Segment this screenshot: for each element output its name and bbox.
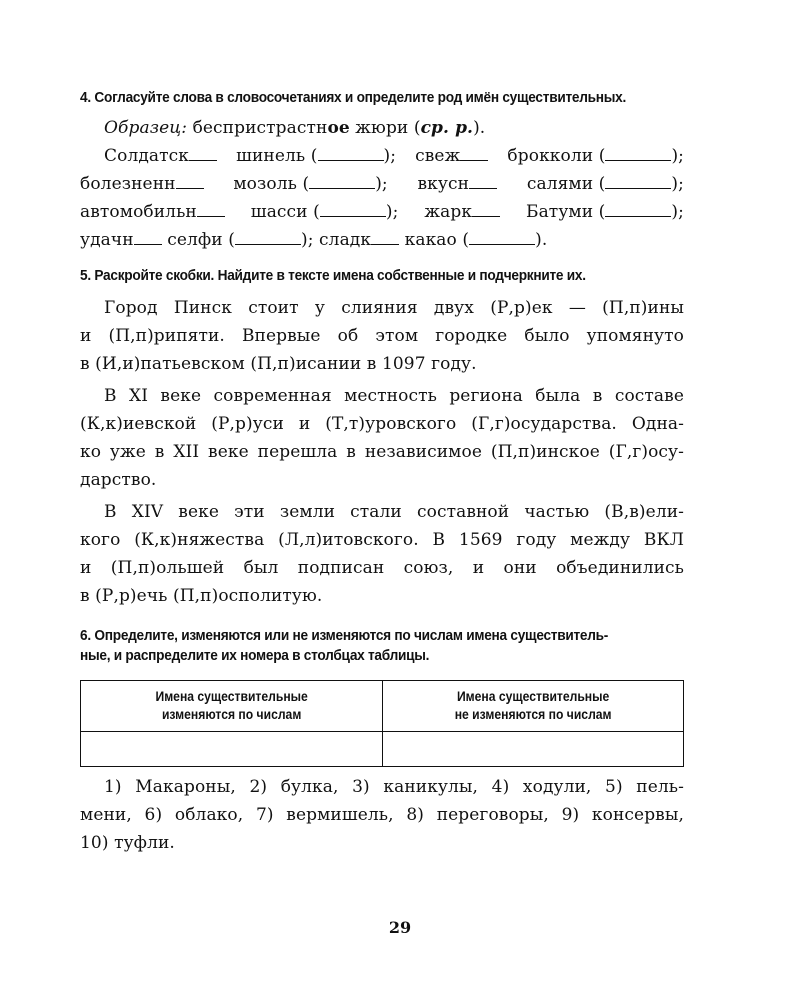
phrase-row-3: [80, 198, 684, 226]
gender-blank[interactable]: [235, 229, 301, 245]
sample-ending: ое: [327, 118, 350, 138]
adjective-stem: Солдатск: [104, 146, 189, 166]
sample-line: [80, 114, 684, 142]
ending-blank[interactable]: [197, 201, 225, 217]
table-header-cell: [81, 681, 383, 732]
ending-blank[interactable]: [134, 229, 162, 245]
separator: );: [375, 174, 388, 194]
adjective-stem: болезненн: [80, 174, 176, 194]
paragraph-3-line: В XIV веке эти земли стали составной частью (В,в)ели-: [104, 502, 684, 522]
paragraph-2-line: (К,к)иевской (Р,р)уси и (Т,т)уровского (Г,г)осударства. Одна-: [80, 414, 684, 434]
ending-blank[interactable]: [472, 201, 500, 217]
paragraph-2-line: дарство.: [80, 470, 157, 490]
adjective-stem: свеж: [415, 146, 461, 166]
ending-blank[interactable]: [469, 173, 497, 189]
noun: Батуми (: [525, 202, 606, 222]
header-text: [155, 688, 307, 724]
separator: );: [671, 202, 684, 222]
paragraph-1-line: Город Пинск стоит у слияния двух (Р,р)ек — (П,п)ины: [104, 298, 684, 318]
task-5-heading: 5. Раскройте скобки. Найдите в тексте имена собственные и подчеркните их.: [80, 267, 586, 284]
answer-table: [80, 680, 684, 767]
ending-blank[interactable]: [176, 173, 204, 189]
gender-blank[interactable]: [318, 145, 384, 161]
phrase-row-4: [80, 226, 684, 254]
task-6-heading-line: ные, и распределите их номера в столбцах таблицы.: [80, 647, 430, 664]
word-list-line: 10) туфли.: [80, 833, 175, 853]
noun: шинель (: [236, 146, 318, 166]
sample-noun: жюри (: [349, 118, 421, 138]
separator: );: [300, 230, 314, 250]
gender-blank[interactable]: [469, 229, 535, 245]
page-number: 29: [388, 918, 412, 937]
ending-blank[interactable]: [460, 145, 488, 161]
separator: ).: [535, 230, 548, 250]
sample-gender: ср. р.: [420, 118, 474, 138]
task-4-heading: 4. Согласуйте слова в словосочетаниях и определите род имён существительных.: [80, 89, 627, 106]
separator: );: [385, 202, 399, 222]
separator: );: [671, 174, 684, 194]
table-answer-row: [81, 732, 684, 767]
adjective-stem: жарк: [424, 202, 473, 222]
gender-blank[interactable]: [320, 201, 386, 217]
noun: салями (: [526, 174, 606, 194]
header-line: не изменяются по числам: [454, 707, 612, 722]
noun: мозоль (: [233, 174, 310, 194]
word-list: [80, 773, 684, 857]
paragraph-3-line: в (Р,р)ечь (П,п)осполитую.: [80, 586, 323, 606]
sample-adjective: беспристрастн: [187, 118, 328, 138]
task-5-text: [80, 294, 684, 610]
paragraph-3-line: кого (К,к)няжества (Л,л)итовского. В 1569 году между ВКЛ: [80, 530, 684, 550]
adjective-stem: сладк: [319, 230, 372, 250]
gender-blank[interactable]: [309, 173, 375, 189]
answer-cell-unchanged[interactable]: [382, 732, 684, 767]
phrase-row-2: [80, 170, 684, 198]
noun: какао (: [404, 230, 470, 250]
table-header-row: [81, 681, 684, 732]
gender-blank[interactable]: [605, 201, 671, 217]
header-text: [454, 688, 611, 724]
paragraph-1-line: в (И,и)патьевском (П,п)исании в 1097 году.: [80, 354, 477, 374]
header-line: Имена существительные: [456, 689, 609, 704]
separator: );: [383, 146, 397, 166]
header-line: Имена существительные: [155, 689, 308, 704]
ending-blank[interactable]: [189, 145, 217, 161]
noun: шасси (: [250, 202, 320, 222]
adjective-stem: удачн: [80, 230, 134, 250]
header-line: изменяются по числам: [161, 707, 301, 722]
word-list-line: 1) Макароны, 2) булка, 3) каникулы, 4) ходули, 5) пель-: [104, 777, 684, 797]
adjective-stem: автомобильн: [80, 202, 197, 222]
paragraph-2-line: ко уже в XII веке перешла в независимое (П,п)инское (Г,г)осу-: [80, 442, 684, 462]
word-list-line: мени, 6) облако, 7) вермишель, 8) переговоры, 9) консервы,: [80, 805, 684, 825]
paragraph-2-line: В XI веке современная местность региона была в составе: [104, 386, 684, 406]
ending-blank[interactable]: [371, 229, 399, 245]
separator: );: [671, 146, 684, 166]
task-4-body: [80, 114, 684, 254]
adjective-stem: вкусн: [417, 174, 470, 194]
task-6-heading: [80, 626, 684, 666]
phrase-row-1: [80, 142, 684, 170]
noun: брокколи (: [507, 146, 606, 166]
sample-close: ).: [473, 118, 486, 138]
workbook-page: [80, 88, 684, 857]
gender-blank[interactable]: [605, 173, 671, 189]
paragraph-1-line: и (П,п)рипяти. Впервые об этом городке было упомянуто: [80, 326, 684, 346]
table-header-cell: [382, 681, 684, 732]
answer-cell-changes[interactable]: [81, 732, 383, 767]
sample-label: Образец:: [104, 118, 188, 138]
noun: селфи (: [167, 230, 235, 250]
task-6-heading-line: 6. Определите, изменяются или не изменяются по числам имена существитель-: [80, 627, 609, 644]
paragraph-3-line: и (П,п)ольшей был подписан союз, и они объединились: [80, 558, 684, 578]
gender-blank[interactable]: [605, 145, 671, 161]
